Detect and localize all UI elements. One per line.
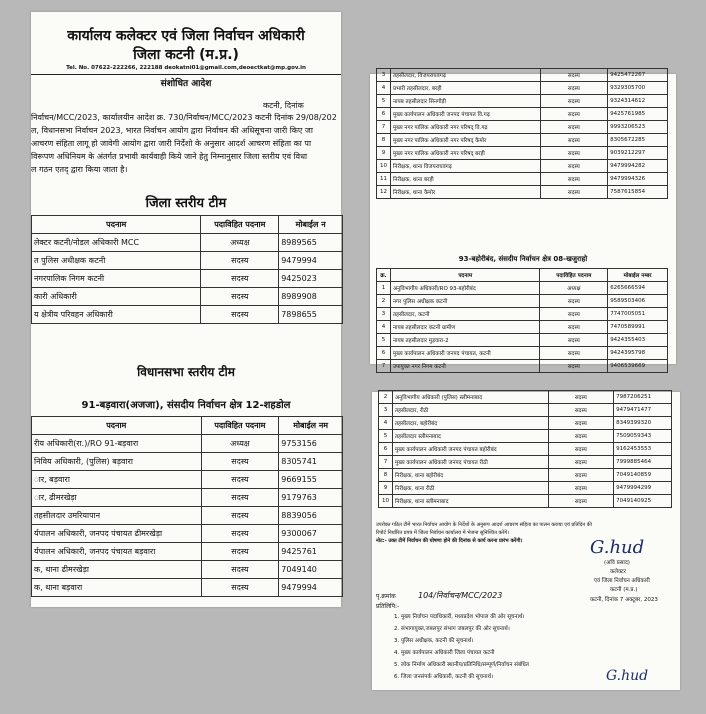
table-cell: 9300067 — [279, 525, 343, 543]
table-row — [377, 321, 668, 334]
table-cell: 9179763 — [279, 489, 343, 507]
table-row — [32, 507, 343, 525]
table-cell: अनुविभागीय अधिकारी (पुलिस) स्लीमनाबाद — [392, 391, 548, 404]
table-cell: 7987206251 — [614, 391, 672, 404]
table-cell: निरीक्षक, थाना बहोरीबंद — [392, 469, 548, 482]
table-cell: सदस्य — [540, 347, 608, 360]
order-page-1 — [31, 12, 341, 607]
table-cell: 9669155 — [279, 471, 343, 489]
table-cell: मुख्य नगर पालिक अधिकारी नगर परिषद् बरही — [390, 147, 540, 160]
table-cell: 7999885464 — [614, 456, 672, 469]
table-row — [32, 471, 343, 489]
table-cell: 7 — [379, 456, 393, 469]
table-row — [377, 186, 668, 199]
table-cell: 5 — [377, 334, 391, 347]
column-header: मोबाईल नम्बर — [608, 269, 668, 282]
endorsement-ref: 104/निर्वाचन/MCC/2023 — [418, 591, 503, 600]
table-cell: 5 — [377, 95, 391, 108]
body-line: ल गठन एतद् द्वारा किया जाता है। — [31, 165, 128, 174]
table-cell: अध्यक्ष — [201, 234, 279, 252]
table-row — [32, 252, 343, 270]
copy-item-number: 5. — [394, 662, 401, 668]
table-cell: सदस्य — [548, 404, 614, 417]
table-cell: 3 — [377, 69, 391, 82]
table-cell: 9479994 — [279, 579, 343, 597]
body-line: आचरण संहिता लागू हो जावेगी आयोग द्वारा जारी निर्देशो के अनुसार आदर्श आचरण संहिता का पा — [31, 139, 312, 148]
table-cell: 2 — [377, 295, 391, 308]
order-page-2 — [370, 72, 676, 370]
table-cell: 6 — [379, 443, 393, 456]
table-cell: 7470589991 — [608, 321, 668, 334]
table-cell: सदस्य — [201, 471, 279, 489]
table-cell: 9329305700 — [608, 82, 668, 95]
table-cell: तहसीलदार, बहोरीबंद — [392, 417, 548, 430]
table-cell: सदस्य — [201, 561, 279, 579]
table-row — [32, 234, 343, 252]
column-header: मोबाईल न — [279, 216, 343, 234]
table-cell: सदस्य — [201, 270, 279, 288]
table-cell: 7509059343 — [614, 430, 672, 443]
table-row — [379, 391, 672, 404]
table-cell: सदस्य — [548, 417, 614, 430]
table-cell: 7049140925 — [614, 495, 672, 508]
assembly-93-table — [376, 268, 668, 373]
table-row — [32, 270, 343, 288]
table-cell: सदस्य — [548, 456, 614, 469]
table-cell: 9324314612 — [608, 95, 668, 108]
table-cell: 4 — [379, 417, 393, 430]
copy-item-number: 1. — [394, 614, 401, 620]
table-cell: य क्षेत्रीय परिवहन अधिकारी — [32, 306, 201, 324]
table-cell: 9406539669 — [608, 360, 668, 373]
table-row — [32, 288, 343, 306]
table-row — [377, 108, 668, 121]
table-cell: तहसीलदार, विजयराघवगढ़ — [390, 69, 540, 82]
table-cell: सदस्य — [201, 489, 279, 507]
table-row — [377, 308, 668, 321]
body-line: विरूपण अधिनियम के अंतर्गत प्रभावी कार्यवाही किये जाने हेतु निम्नानुसार जिला स्तरीय एवं विधा — [31, 152, 308, 161]
table-cell: 9 — [379, 482, 393, 495]
signer-place: कटनी (म.प्र.) — [610, 587, 638, 593]
table-row — [32, 489, 343, 507]
table-cell: 4 — [377, 321, 391, 334]
column-header: पदनाम — [32, 417, 202, 435]
place-date: कटनी, दिनांक — [263, 101, 304, 110]
table-cell: रीय अधिकारी(रा.)/RO 91-बड़वारा — [32, 435, 202, 453]
table-cell: 6 — [377, 347, 391, 360]
district-team-table — [31, 215, 343, 324]
table-cell: सदस्य — [540, 186, 608, 199]
copy-item-number: 6. — [394, 674, 401, 680]
constituency-91-title: 91-बड़वारा(अजजा), संसदीय निर्वाचन क्षेत्र 12-शहडोल — [81, 400, 291, 411]
table-cell: सदस्य — [540, 321, 608, 334]
table-cell: मुख्य कार्यपालन अधिकारी जनपद पंचायत बहोरीबंद — [392, 443, 548, 456]
constituency-93-title: 93-बहोरीबंद, संसदीय निर्वाचन क्षेत्र 08-खजुराहो — [458, 255, 588, 263]
body-line: निर्वाचन/MCC/2023, कार्यालयीन आदेश क्र. 730/निर्वाचन/MCC/2023 कटनी दिनांक 29/08/202 — [31, 113, 337, 122]
table-cell: सदस्य — [548, 391, 614, 404]
signer-title-2: एवं जिला निर्वाचन अधिकारी — [594, 578, 650, 584]
table-cell: ार, बड़वारा — [32, 471, 202, 489]
table-cell: 10 — [379, 495, 393, 508]
table-cell: 9039212297 — [608, 147, 668, 160]
table-cell: 7049140 — [279, 561, 343, 579]
table-cell: 11 — [377, 173, 391, 186]
table-cell: नायब तहसीलदार सिनगौड़ी — [390, 95, 540, 108]
table-cell: सदस्य — [540, 95, 608, 108]
table-cell: 4 — [377, 82, 391, 95]
table-cell: सदस्य — [540, 308, 608, 321]
table-row — [377, 173, 668, 186]
table-header-row — [32, 216, 343, 234]
table-cell: तहसीलदार, रीठी — [392, 404, 548, 417]
table-cell: 7 — [377, 121, 391, 134]
table-cell: सदस्य — [548, 482, 614, 495]
table-cell: 9425472267 — [608, 69, 668, 82]
table-cell: क, थाना बड़वारा — [32, 579, 202, 597]
table-cell: सदस्य — [201, 453, 279, 471]
copy-item: 4. मुख्य कार्यपालन अधिकारी जिला पंचायत कटनी — [394, 650, 495, 656]
order-page-3 — [372, 392, 680, 690]
table-cell: सदस्य — [540, 82, 608, 95]
table-cell: सदस्य — [540, 147, 608, 160]
copy-item: 1. मुख्य निर्वाचन पदाधिकारी, मध्यप्रदेश भोपाल की ओर सूचनार्थ। — [394, 614, 525, 620]
table-cell: 9424395798 — [608, 347, 668, 360]
table-cell: सदस्य — [201, 306, 279, 324]
table-cell: सदस्य — [540, 160, 608, 173]
table-header-row — [32, 417, 343, 435]
table-cell: 6 — [377, 108, 391, 121]
table-cell: अनुविभागीय अधिकारी/RO 93-बहोरीबंद — [390, 282, 540, 295]
table-row — [32, 306, 343, 324]
table-cell: 10 — [377, 160, 391, 173]
table-cell: 9993206523 — [608, 121, 668, 134]
table-cell: निविय अधिकारी, (पुलिस) बड़वारा — [32, 453, 202, 471]
order-body — [31, 112, 341, 177]
table-cell: सदस्य — [201, 288, 279, 306]
table-row — [379, 469, 672, 482]
table-row — [379, 495, 672, 508]
table-header-row — [377, 269, 668, 282]
table-cell: 9425761 — [279, 543, 343, 561]
table-row — [377, 147, 668, 160]
assembly-91-table — [31, 416, 343, 597]
table-row — [377, 134, 668, 147]
table-row — [377, 82, 668, 95]
copy-item: 3. पुलिस अधीक्षक, कटनी की सूचनार्थ। — [394, 638, 474, 644]
table-cell: 3 — [379, 404, 393, 417]
table-row — [379, 430, 672, 443]
copy-item: 2. संभागायुक्त,जबलपुर संभाग जबलपुर की ओर सूचनार्थ। — [394, 626, 510, 632]
table-cell: 9479994282 — [608, 160, 668, 173]
table-cell: 9589503406 — [608, 295, 668, 308]
table-cell: सदस्य — [540, 108, 608, 121]
order-title: संशोधित आदेश — [160, 79, 212, 89]
table-cell: र्यपालन अधिकारी, जनपद पंचायत बड़वारा — [32, 543, 202, 561]
table-cell: मुख्य नगर पालिक अधिकारी नगर परिषद् वि.गढ़ — [390, 121, 540, 134]
table-cell: 8 — [377, 134, 391, 147]
table-row — [32, 543, 343, 561]
table-cell: 9425761985 — [608, 108, 668, 121]
office-contact: Tel. No. 07622-222266, 222188 deokatni01@gmail.com,deoectkat@mp.gov.in — [66, 65, 306, 71]
table-cell: र्यपालन अधिकारी, जनपद पंचायत ढीमरखेड़ा — [32, 525, 202, 543]
copy-item: 5. लोक निर्माण अधिकारी स्थानीय/प्रतिनिधि/सम्पूर्ण/निर्वाचन संबंधित — [394, 662, 529, 668]
table-row — [377, 69, 668, 82]
table-row — [379, 456, 672, 469]
copy-label: प्रतिलिपि:- — [376, 603, 400, 610]
table-cell: 9424355403 — [608, 334, 668, 347]
table-cell: सदस्य — [548, 430, 614, 443]
table-cell: मुख्य नगर पालिक अधिकारी नगर परिषद् कैमोर — [390, 134, 540, 147]
table-cell: 8305672285 — [608, 134, 668, 147]
table-cell: सदस्य — [540, 134, 608, 147]
table-cell: 8305741 — [279, 453, 343, 471]
table-cell: 7747005051 — [608, 308, 668, 321]
note-line: नोट:- उक्त टीमें निर्वाचन की घोषणा होने की दिनांक से कार्य करना प्रारंभ करेंगी। — [376, 538, 523, 544]
table-cell: 9479471477 — [614, 404, 672, 417]
table-cell: लेक्टर कटनी/नोडल अधिकारी MCC — [32, 234, 201, 252]
table-cell: सदस्य — [540, 360, 608, 373]
table-cell: 6265666594 — [608, 282, 668, 295]
table-row — [377, 121, 668, 134]
table-cell: तहसीलदार स्लीमनाबाद — [392, 430, 548, 443]
table-cell: अध्यक्ष — [540, 282, 608, 295]
table-row — [379, 482, 672, 495]
table-cell: 2 — [379, 391, 393, 404]
table-cell: 9479994 — [279, 252, 343, 270]
table-cell: सदस्य — [540, 173, 608, 186]
table-row — [32, 579, 343, 597]
table-cell: सदस्य — [540, 295, 608, 308]
table-row — [377, 347, 668, 360]
column-header: पदाविहित पदनाम — [201, 417, 279, 435]
district-team-title: जिला स्तरीय टीम — [145, 196, 227, 211]
table-cell: निरीक्षक, थाना विजयराघवगढ़ — [390, 160, 540, 173]
table-row — [377, 282, 668, 295]
table-cell: 9 — [377, 147, 391, 160]
table-cell: 9479994326 — [608, 173, 668, 186]
table-cell: सदस्य — [540, 334, 608, 347]
column-header: मोबाईल नम — [279, 417, 343, 435]
signature-image-2: G.hud — [606, 668, 649, 684]
table-cell: सदस्य — [201, 507, 279, 525]
table-cell: 1 — [377, 282, 391, 295]
table-cell: सदस्य — [540, 121, 608, 134]
table-cell: क, थाना ढीमरखेड़ा — [32, 561, 202, 579]
assembly-team-title: विधानसभा स्तरीय टीम — [137, 365, 235, 379]
signer-date: कटनी, दिनांक 7 अक्टूबर, 2023 — [590, 597, 658, 603]
copy-item: 6. जिला जनसंपर्क अधिकारी, कटनी की सूचनार्थ। — [394, 674, 494, 680]
table-row — [32, 561, 343, 579]
table-cell: निरीक्षक, थाना बरही — [390, 173, 540, 186]
table-cell: उपायुक्त नगर निगम कटनी — [390, 360, 540, 373]
column-header: पदाविहित पदनाम — [201, 216, 279, 234]
table-row — [377, 334, 668, 347]
table-row — [377, 95, 668, 108]
signer-name: (अवि प्रसाद) — [604, 560, 630, 566]
assembly-94-table-continued — [378, 390, 672, 508]
table-row — [32, 453, 343, 471]
table-cell: मुख्य कार्यपालन अधिकारी जनपद पंचायत वि.गढ़ — [390, 108, 540, 121]
table-cell: 8989565 — [279, 234, 343, 252]
table-cell: प्रभारी तहसीलदार, बरही — [390, 82, 540, 95]
table-cell: 8839056 — [279, 507, 343, 525]
table-cell: 9479994299 — [614, 482, 672, 495]
column-header: पदनाम — [390, 269, 540, 282]
table-cell: निरीक्षक, थाना स्लीमनाबाद — [392, 495, 548, 508]
table-cell: सदस्य — [548, 443, 614, 456]
table-row — [379, 404, 672, 417]
table-cell: सदस्य — [548, 469, 614, 482]
signer-title: कलेक्टर — [610, 569, 626, 575]
office-title: कार्यालय कलेक्टर एवं जिला निर्वाचन अधिकारी — [67, 28, 305, 44]
table-cell: 8349399320 — [614, 417, 672, 430]
endorsement-label: पृ.क्रमांक — [376, 593, 396, 600]
table-cell: 7587615854 — [608, 186, 668, 199]
table-cell: 7 — [377, 360, 391, 373]
body-line: ल, विधानसभा निर्वाचन 2023, भारत निर्वाचन आयोग द्वारा निर्वाचन की अधिसूचना जारी किए जा — [31, 126, 313, 135]
table-cell: त पुलिस अधीक्षक कटनी — [32, 252, 201, 270]
table-cell: ार, ढीमरखेड़ा — [32, 489, 202, 507]
table-cell: सदस्य — [540, 69, 608, 82]
table-cell: सदस्य — [201, 543, 279, 561]
table-cell: 9425023 — [279, 270, 343, 288]
table-cell: 8989908 — [279, 288, 343, 306]
table-cell: मुख्य कार्यपालन अधिकारी जनपद पंचायत, कटनी — [390, 347, 540, 360]
table-cell: सदस्य — [201, 579, 279, 597]
table-cell: 7898655 — [279, 306, 343, 324]
table-cell: सदस्य — [548, 495, 614, 508]
table-cell: 9753156 — [279, 435, 343, 453]
table-cell: सदस्य — [201, 525, 279, 543]
table-cell: 7049140859 — [614, 469, 672, 482]
note-line: रिपोर्ट निर्धारित प्रपत्र में जिला निर्वाचन कार्यालय में भेजना सुनिश्चित करेंगे। — [376, 530, 510, 536]
table-row — [377, 295, 668, 308]
table-cell: 5 — [379, 430, 393, 443]
table-cell: कारी अधिकारी — [32, 288, 201, 306]
office-district: जिला कटनी (म.प्र.) — [133, 47, 239, 63]
table-cell: नायब तहसीलदार कटनी ग्रामीण — [390, 321, 540, 334]
column-header: क्र. — [377, 269, 391, 282]
note-line: उपरोक्त गठित टीमें भारत निर्वाचन आयोग के निर्देशों के अनुरूप आदर्श आचरण संहिता का पालन कराया एवं प्रतिदिन की — [376, 522, 592, 528]
table-row — [379, 443, 672, 456]
signature-image: G.hud — [590, 537, 645, 558]
assembly-92-table-continued — [376, 68, 668, 199]
table-row — [32, 525, 343, 543]
table-cell: 3 — [377, 308, 391, 321]
table-cell: अध्यक्ष — [201, 435, 279, 453]
table-cell: नायब तहसीलदार मुड़वारा-2 — [390, 334, 540, 347]
table-row — [377, 160, 668, 173]
table-row — [379, 417, 672, 430]
copy-item-number: 3. — [394, 638, 401, 644]
table-cell: 12 — [377, 186, 391, 199]
table-row — [32, 435, 343, 453]
table-cell: सदस्य — [201, 252, 279, 270]
table-cell: नगर पुलिस अधीक्षक कटनी — [390, 295, 540, 308]
table-cell: 9162453553 — [614, 443, 672, 456]
table-cell: नगरपालिक निगम कटनी — [32, 270, 201, 288]
table-cell: 8 — [379, 469, 393, 482]
column-header: पदनाम — [32, 216, 201, 234]
table-cell: निरीक्षक, थाना कैमोर — [390, 186, 540, 199]
table-row — [377, 360, 668, 373]
column-header: पदाविहित पदनाम — [540, 269, 608, 282]
table-cell: मुख्य कार्यपालन अधिकारी जनपद पंचायत रीठी — [392, 456, 548, 469]
copy-item-number: 4. — [394, 650, 401, 656]
copy-item-number: 2. — [394, 626, 401, 632]
table-cell: निरीक्षक, थाना रीठी — [392, 482, 548, 495]
table-cell: तहसीलदार उमरियापान — [32, 507, 202, 525]
table-cell: तहसीलदार, कटनी — [390, 308, 540, 321]
header-rule — [31, 74, 341, 75]
